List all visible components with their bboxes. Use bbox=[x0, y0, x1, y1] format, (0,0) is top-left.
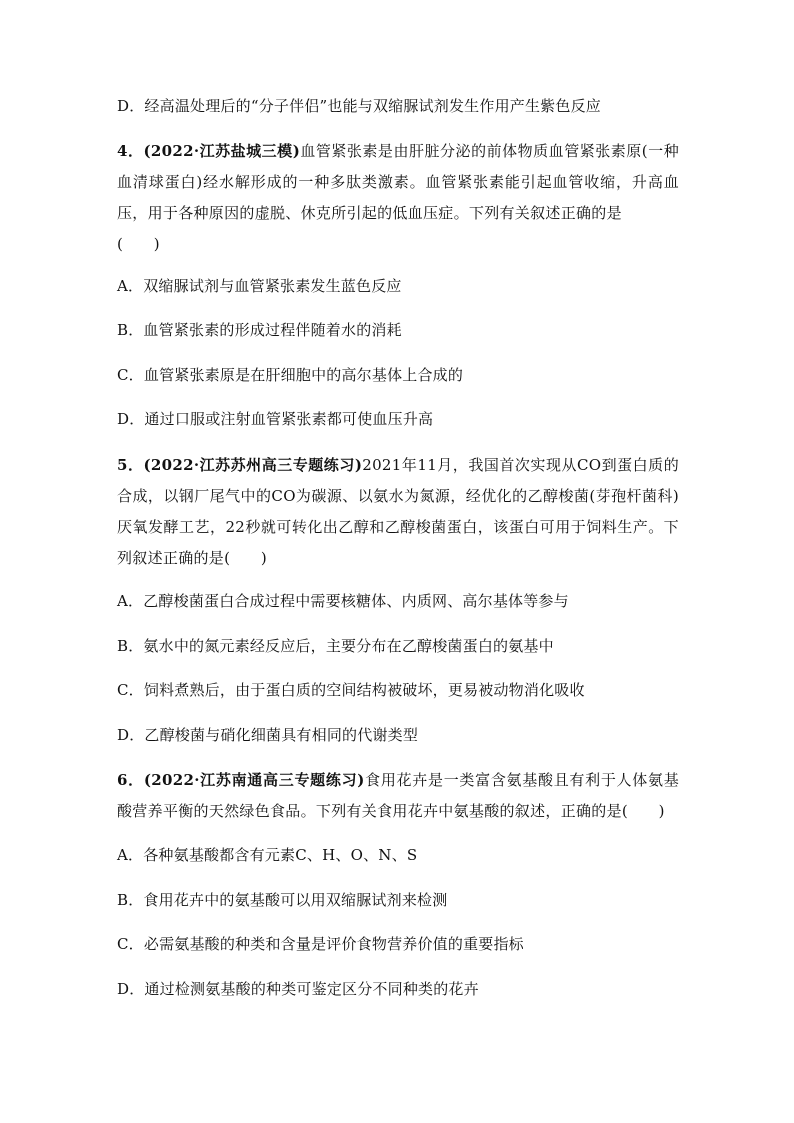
q6-option-c: C．必需氨基酸的种类和含量是评价食物营养价值的重要指标 bbox=[117, 935, 524, 953]
q4-option-c: C．血管紧张素原是在肝细胞中的高尔基体上合成的 bbox=[117, 366, 464, 384]
q6-option-d: D．通过检测氨基酸的种类可鉴定区分不同种类的花卉 bbox=[117, 980, 479, 998]
q6-number: 6． bbox=[117, 771, 144, 789]
q6-stem bbox=[117, 765, 679, 827]
q6-source: (2022·江苏南通高三专题练习) bbox=[143, 771, 365, 789]
q5-source: (2022·江苏苏州高三专题练习) bbox=[143, 456, 363, 474]
q4-stem bbox=[117, 136, 679, 260]
q4-source: (2022·江苏盐城三模) bbox=[143, 142, 301, 160]
q4-option-b: B．血管紧张素的形成过程伴随着水的消耗 bbox=[117, 321, 402, 339]
q6-stem-text: 食用花卉是一类富含氨基酸且有利于人体氨基酸营养平衡的天然绿色食品。下列有关食用花卉中氨基酸的叙述，正确的是 bbox=[117, 771, 679, 820]
q4-stem-text: 血管紧张素是由肝脏分泌的前体物质血管紧张素原(一种血清球蛋白)经水解形成的一种多肽类激素。血管紧张素能引起血管收缩，升高血压，用于各种原因的虚脱、休克所引起的低血压症。下列有关叙述正确的是 bbox=[117, 142, 679, 222]
q4-option-a: A．双缩脲试剂与血管紧张素发生蓝色反应 bbox=[117, 277, 402, 295]
q5-stem bbox=[117, 450, 679, 574]
q5-answer-bracket: ( ) bbox=[224, 549, 268, 567]
q5-option-b: B．氨水中的氮元素经反应后，主要分布在乙醇梭菌蛋白的氨基中 bbox=[117, 637, 554, 655]
q5-stem-text: 2021年11月，我国首次实现从CO到蛋白质的合成，以钢厂尾气中的CO为碳源、以氨水为氮源，经优化的乙醇梭菌(芽孢杆菌科)厌氧发酵工艺，22秒就可转化出乙醇和乙醇梭菌蛋白，该蛋白可用于饲料生产。下列叙述正确的是 bbox=[117, 456, 680, 567]
q6-option-b: B．食用花卉中的氨基酸可以用双缩脲试剂来检测 bbox=[117, 891, 448, 909]
q4-answer-bracket: ( ) bbox=[117, 235, 160, 253]
q4-option-d: D．通过口服或注射血管紧张素都可使血压升高 bbox=[117, 410, 434, 428]
q5-option-a: A．乙醇梭菌蛋白合成过程中需要核糖体、内质网、高尔基体等参与 bbox=[117, 592, 569, 610]
q5-option-d: D．乙醇梭菌与硝化细菌具有相同的代谢类型 bbox=[117, 726, 419, 744]
q4-number: 4． bbox=[117, 142, 144, 160]
q5-option-c: C．饲料煮熟后，由于蛋白质的空间结构被破坏，更易被动物消化吸收 bbox=[117, 681, 585, 699]
q5-number: 5． bbox=[117, 456, 144, 474]
q6-option-a: A．各种氨基酸都含有元素C、H、O、N、S bbox=[117, 846, 418, 864]
q6-answer-bracket: ( ) bbox=[621, 802, 665, 820]
q3-option-d: D．经高温处理后的“分子伴侣”也能与双缩脲试剂发生作用产生紫色反应 bbox=[117, 97, 601, 115]
